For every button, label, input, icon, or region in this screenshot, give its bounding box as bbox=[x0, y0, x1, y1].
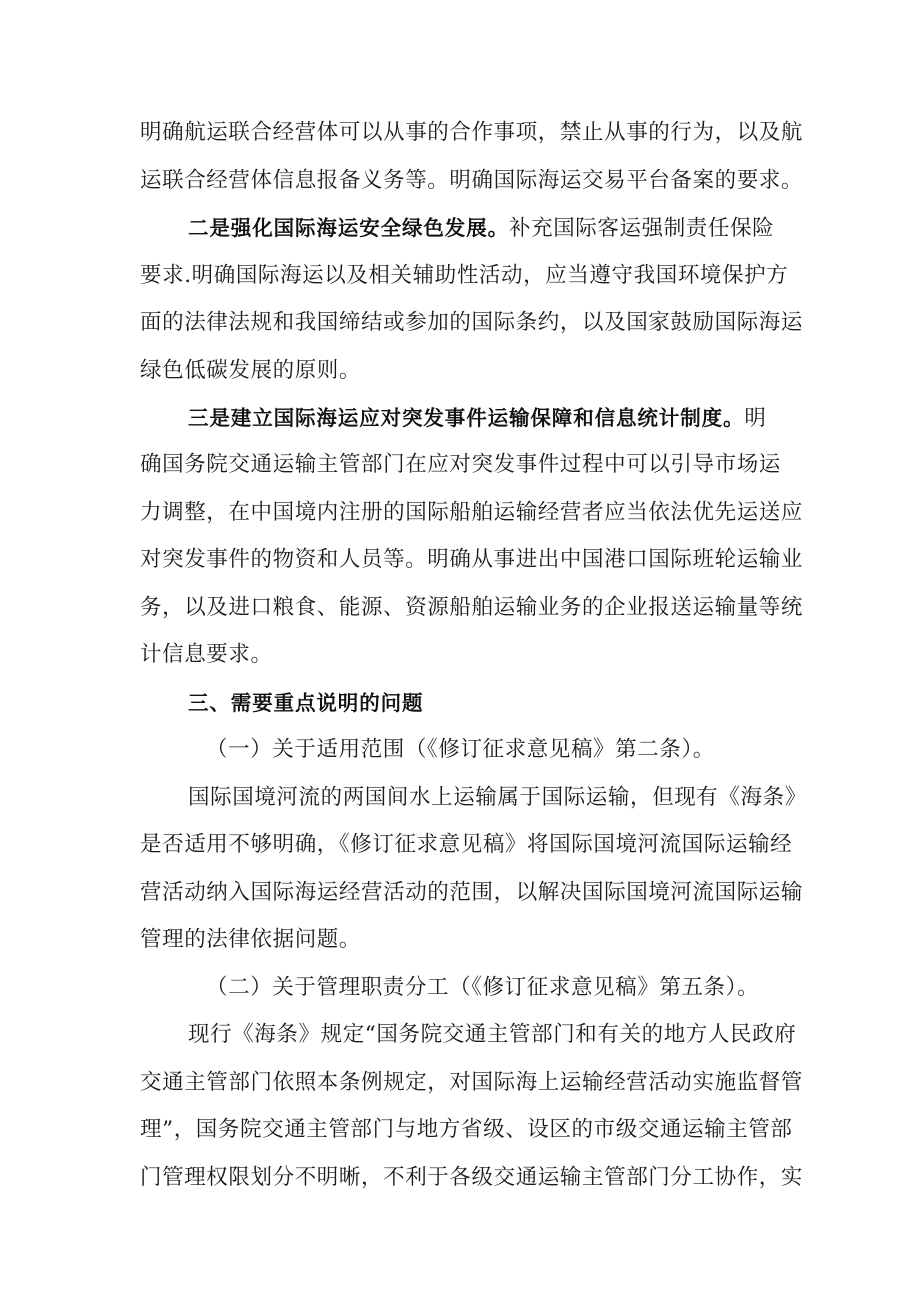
paragraph-heading: 二是强化国际海运安全绿色发展。 bbox=[188, 216, 509, 240]
paragraph-line: 运联合经营体信息报备义务等。明确国际海运交易平台备案的要求。 bbox=[140, 168, 804, 193]
paragraph-line: 力调整，在中国境内注册的国际船舶运输经营者应当依法优先运送应 bbox=[140, 500, 804, 525]
paragraph-text: 补充国际客运强制责任保险 bbox=[509, 216, 775, 241]
paragraph-line: 是否适用不够明确，《修订征求意见稿》将国际国境河流国际运输经 bbox=[140, 832, 793, 857]
paragraph-first-line bbox=[188, 206, 848, 250]
paragraph-first-line bbox=[188, 396, 848, 440]
paragraph-line: 明确航运联合经营体可以从事的合作事项，禁止从事的行为，以及航 bbox=[140, 120, 804, 145]
paragraph-heading: 三是建立国际海运应对突发事件运输保障和信息统计制度。 bbox=[188, 406, 745, 430]
paragraph-line: 管理的法律依据问题。 bbox=[140, 927, 362, 952]
paragraph-line: 务，以及进口粮食、能源、资源船舶运输业务的企业报送运输量等统 bbox=[140, 595, 804, 620]
paragraph-text: 明 bbox=[744, 406, 767, 431]
paragraph-line: 确国务院交通运输主管部门在应对突发事件过程中可以引导市场运 bbox=[140, 452, 781, 477]
paragraph-line: 面的法律法规和我国缔结或参加的国际条约，以及国家鼓励国际海运 bbox=[140, 310, 804, 335]
paragraph-line: 计信息要求。 bbox=[140, 642, 273, 667]
paragraph-line: 交通主管部门依照本条例规定，对国际海上运输经营活动实施监督管 bbox=[140, 1070, 804, 1095]
paragraph-line: 对突发事件的物资和人员等。明确从事进出中国港口国际班轮运输业 bbox=[140, 547, 804, 572]
section-heading: 三、需要重点说明的问题 bbox=[188, 691, 424, 715]
paragraph-first-line: 国际国境河流的两国间水上运输属于国际运输，但现有《海条》 bbox=[188, 785, 807, 810]
paragraph-line: 营活动纳入国际海运经营活动的范围，以解决国际国境河流国际运输 bbox=[140, 880, 804, 905]
subsection-heading: （二）关于管理职责分工（《修订征求意见稿》第五条）。 bbox=[206, 975, 760, 1000]
subsection-heading: （一）关于适用范围（《修订征求意见稿》第二条）。 bbox=[206, 737, 715, 762]
paragraph-line: 理”，国务院交通主管部门与地方省级、设区的市级交通运输主管部 bbox=[140, 1117, 793, 1142]
paragraph-line: 门管理权限划分不明晰，不利于各级交通运输主管部门分工协作，实 bbox=[140, 1165, 804, 1190]
paragraph-line: 要求.明确国际海运以及相关辅助性活动，应当遵守我国环境保护方 bbox=[140, 263, 789, 288]
paragraph-line: 绿色低碳发展的原则。 bbox=[140, 358, 362, 383]
paragraph-first-line: 现行《海条》规定“国务院交通主管部门和有关的地方人民政府 bbox=[188, 1022, 797, 1047]
